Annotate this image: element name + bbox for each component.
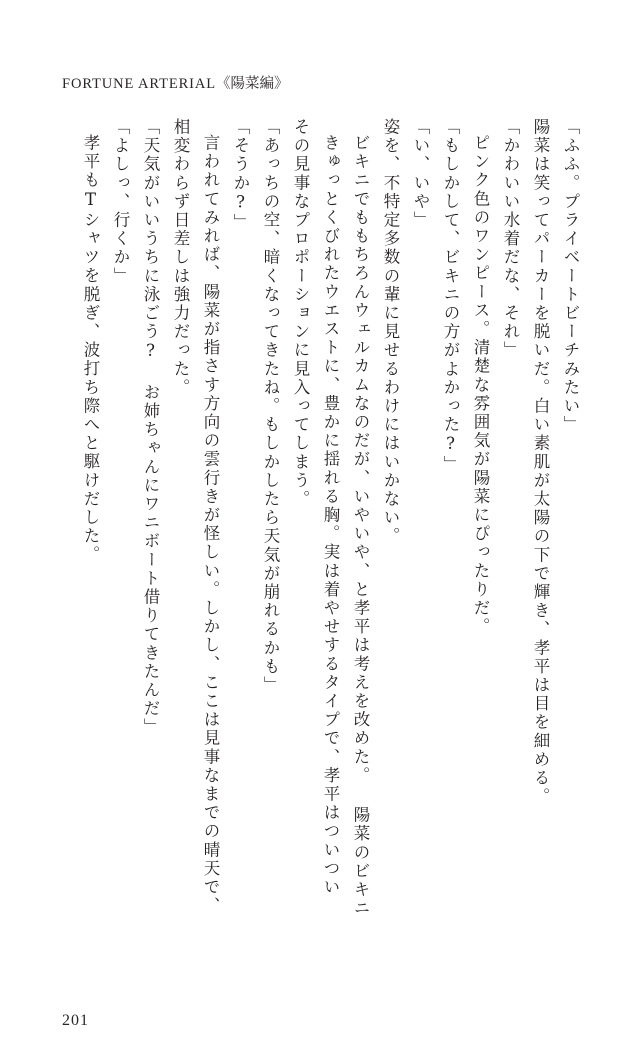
text-line: 「もしかして、ビキニの方がよかった?」 — [441, 118, 460, 474]
text-line: 陽菜は笑ってパーカーを脱いだ。白い素肌が太陽の下で輝き、孝平は目を細める。 — [531, 118, 550, 807]
text-line: 「ふふ。プライベートビーチみたい」 — [561, 118, 580, 435]
running-head — [62, 72, 289, 93]
text-line: 「かわいい水着だな、それ」 — [501, 118, 520, 360]
text-line: ピンク色のワンピース。清楚な雰囲気が陽菜にぴったりだ。 — [471, 134, 490, 637]
running-head-series: FORTUNE ARTERIAL — [62, 76, 217, 92]
text-line: 孝平もTシャツを脱ぎ、波打ち際へと駆けだした。 — [81, 134, 100, 565]
text-line: その見事なプロポーションに見入ってしまう。 — [291, 118, 310, 509]
text-line: 「そうか?」 — [231, 118, 250, 233]
text-line: きゅっとくびれたウエストに、豊かに揺れる胸。実は着やせするタイプで、孝平はついつい — [321, 134, 340, 897]
text-line: ビキニでももちろんウェルカムなのだが、いやいや、と孝平は考えを改めた。 陽菜のビキニ — [351, 134, 370, 918]
text-line: 言われてみれば、陽菜が指さす方向の雲行きが怪しい。しかし、ここは見事なまでの晴天で、 — [201, 134, 220, 916]
text-line: 相変わらず日差しは強力だった。 — [171, 118, 190, 397]
running-head-volume: 《陽菜編》 — [216, 76, 289, 92]
text-line: 「よしっ、行くか」 — [111, 118, 130, 286]
page-number: 201 — [62, 1012, 89, 1029]
text-line: 「天気がいいうちに泳ごう? お姉ちゃんにワニボート借りてきたんだ」 — [141, 118, 160, 737]
text-line: 「い、いや」 — [411, 118, 430, 230]
text-line: 姿を、不特定多数の輩に見せるわけにはいかない。 — [381, 118, 400, 546]
vertical-text-body — [58, 118, 578, 978]
text-line: 「あっちの空、暗くなってきたね。もしかしたら天気が崩れるかも」 — [261, 118, 280, 695]
